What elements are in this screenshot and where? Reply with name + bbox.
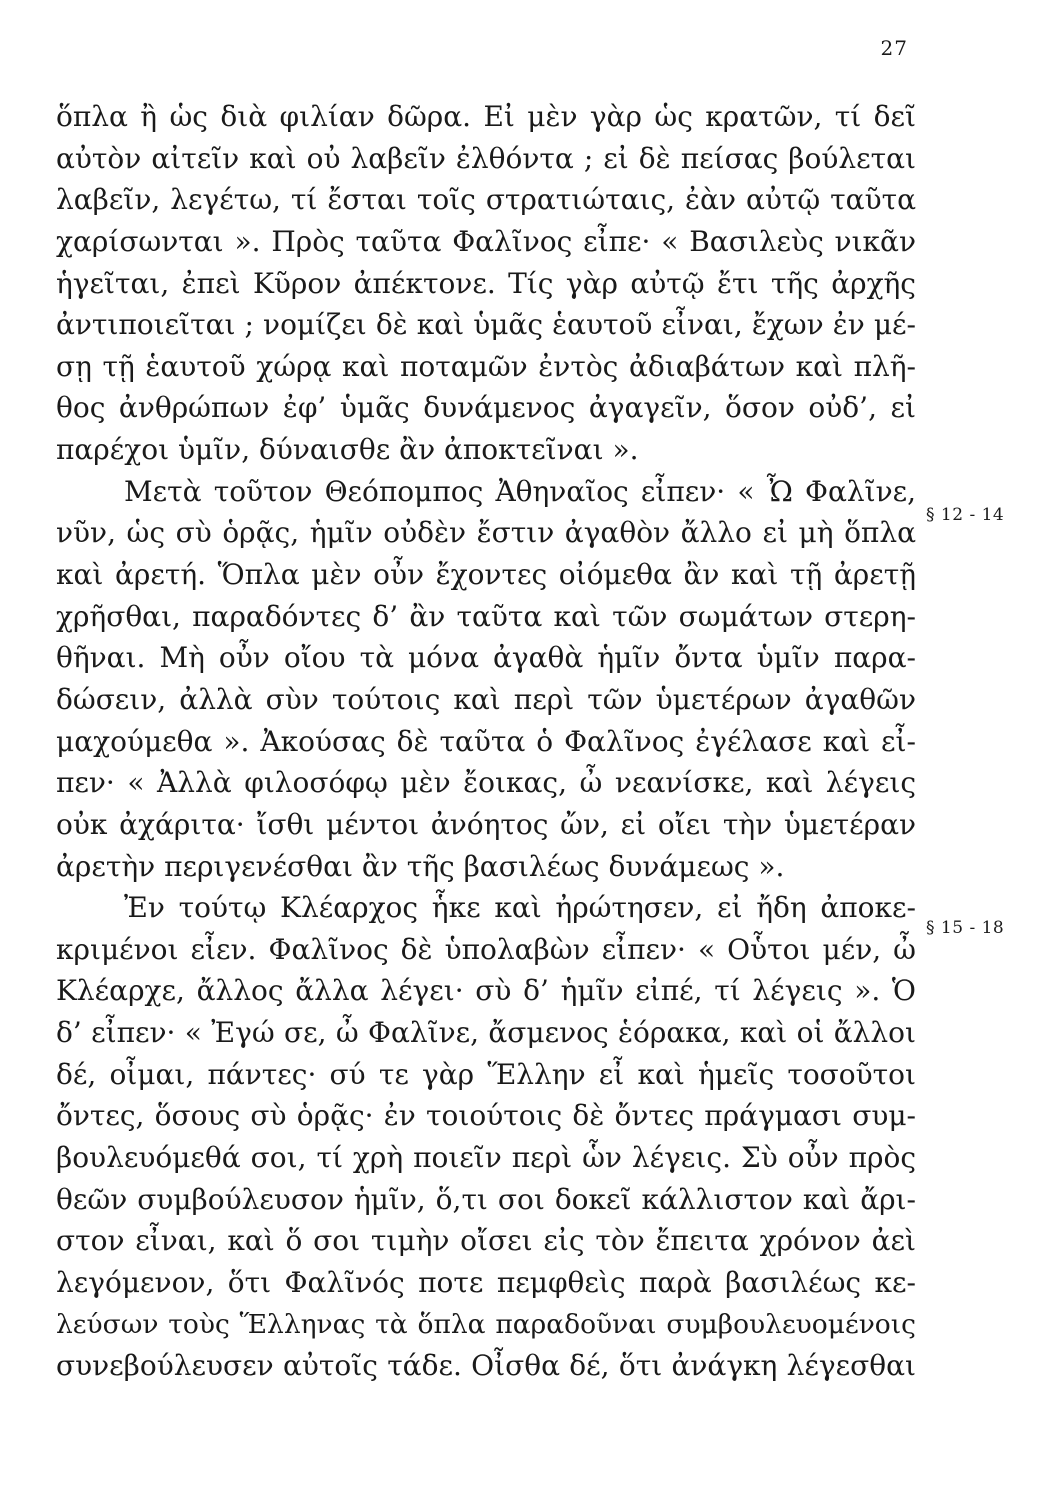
section-marker: § 15 - 18 — [926, 918, 1005, 938]
text-line: οὐκ ἀχάριτα· ἴσθι μέντοι ἀνόητος ὤν, εἰ οἴει τὴν ὑμετέραν — [56, 807, 916, 841]
text-line: θῆναι. Μὴ οὖν οἴου τὰ μόνα ἀγαθὰ ἡμῖν ὄντα ὑμῖν παρα- — [56, 641, 916, 675]
text-line: πεν· « Ἀλλὰ φιλοσόφῳ μὲν ἔοικας, ὦ νεανίσκε, καὶ λέγεις — [56, 766, 916, 800]
text-line: ἀντιποιεῖται ; νομίζει δὲ καὶ ὑμᾶς ἑαυτοῦ εἶναι, ἔχων ἐν μέ- — [56, 308, 916, 342]
text-line: θος ἀνθρώπων ἐφ’ ὑμᾶς δυνάμενος ἀγαγεῖν, ὅσον οὐδ’, εἰ — [56, 391, 916, 425]
text-line: δώσειν, ἀλλὰ σὺν τούτοις καὶ περὶ τῶν ὑμετέρων ἀγαθῶν — [56, 682, 916, 716]
text-line: παρέχοι ὑμῖν, δύναισθε ἂν ἀποκτεῖναι ». — [56, 433, 639, 467]
text-line: θεῶν συμβούλευσον ἡμῖν, ὅ,τι σοι δοκεῖ κάλλιστον καὶ ἄρι- — [56, 1182, 916, 1216]
text-line: ἡγεῖται, ἐπεὶ Κῦρον ἀπέκτονε. Τίς γὰρ αὐτῷ ἔτι τῆς ἀρχῆς — [56, 266, 916, 300]
main-text — [56, 96, 916, 1387]
text-line: κριμένοι εἶεν. Φαλῖνος δὲ ὑπολαβὼν εἶπεν· « Οὗτοι μέν, ὦ — [56, 932, 916, 966]
text-line: νῦν, ὡς σὺ ὁρᾷς, ἡμῖν οὐδὲν ἔστιν ἀγαθὸν ἄλλο εἰ μὴ ὅπλα — [56, 516, 916, 550]
text-line: στον εἶναι, καὶ ὅ σοι τιμὴν οἴσει εἰς τὸν ἔπειτα χρόνον ἀεὶ — [56, 1224, 916, 1258]
text-line: σῃ τῇ ἑαυτοῦ χώρᾳ καὶ ποταμῶν ἐντὸς ἀδιαβάτων καὶ πλῆ- — [56, 349, 916, 383]
text-line: ὄντες, ὅσους σὺ ὁρᾷς· ἐν τοιούτοις δὲ ὄντες πράγμασι συμ- — [56, 1099, 916, 1133]
text-line: δέ, οἶμαι, πάντες· σύ τε γὰρ Ἕλλην εἶ καὶ ἡμεῖς τοσοῦτοι — [56, 1057, 916, 1091]
page-number: 27 — [880, 36, 908, 60]
text-line: Κλέαρχε, ἄλλος ἄλλα λέγει· σὺ δ’ ἡμῖν εἰπέ, τί λέγεις ». Ὁ — [56, 974, 916, 1008]
text-line: μαχούμεθα ». Ἀκούσας δὲ ταῦτα ὁ Φαλῖνος ἐγέλασε καὶ εἶ- — [56, 724, 916, 758]
text-line: λεγόμενον, ὅτι Φαλῖνός ποτε πεμφθεὶς παρὰ βασιλέως κε- — [56, 1265, 916, 1299]
text-line: βουλευόμεθά σοι, τί χρὴ ποιεῖν περὶ ὧν λέγεις. Σὺ οὖν πρὸς — [56, 1141, 916, 1175]
text-line: αὐτὸν αἰτεῖν καὶ οὐ λαβεῖν ἐλθόντα ; εἰ δὲ πείσας βούλεται — [56, 141, 916, 175]
text-line: συνεβούλευσεν αὐτοῖς τάδε. Οἶσθα δέ, ὅτι ἀνάγκη λέγεσθαι — [56, 1349, 916, 1383]
text-line: χρῆσθαι, παραδόντες δ’ ἂν ταῦτα καὶ τῶν σωμάτων στερη- — [56, 599, 916, 633]
section-marker: § 12 - 14 — [926, 505, 1005, 525]
text-line: καὶ ἀρετή. Ὅπλα μὲν οὖν ἔχοντες οἰόμεθα ἂν καὶ τῇ ἀρετῇ — [56, 558, 916, 592]
text-line: λεύσων τοὺς Ἕλληνας τὰ ὅπλα παραδοῦναι συμβουλευομένοις — [56, 1308, 916, 1340]
text-line: λαβεῖν, λεγέτω, τί ἔσται τοῖς στρατιώταις, ἐὰν αὐτῷ ταῦτα — [56, 183, 916, 217]
text-line: Μετὰ τοῦτον Θεόπομπος Ἀθηναῖος εἶπεν· « Ὦ Φαλῖνε, — [124, 474, 916, 508]
text-line: ἀρετὴν περιγενέσθαι ἂν τῆς βασιλέως δυνάμεως ». — [56, 849, 785, 883]
text-line: ὅπλα ἢ ὡς διὰ φιλίαν δῶρα. Εἰ μὲν γὰρ ὡς κρατῶν, τί δεῖ — [56, 100, 916, 133]
text-line: Ἐν τούτῳ Κλέαρχος ἧκε καὶ ἠρώτησεν, εἰ ἤδη ἀποκε- — [124, 891, 916, 925]
text-line: δ’ εἶπεν· « Ἐγώ σε, ὦ Φαλῖνε, ἄσμενος ἑόρακα, καὶ οἱ ἄλλοι — [56, 1016, 916, 1050]
text-line: χαρίσωνται ». Πρὸς ταῦτα Φαλῖνος εἶπε· « Βασιλεὺς νικᾶν — [56, 224, 916, 258]
